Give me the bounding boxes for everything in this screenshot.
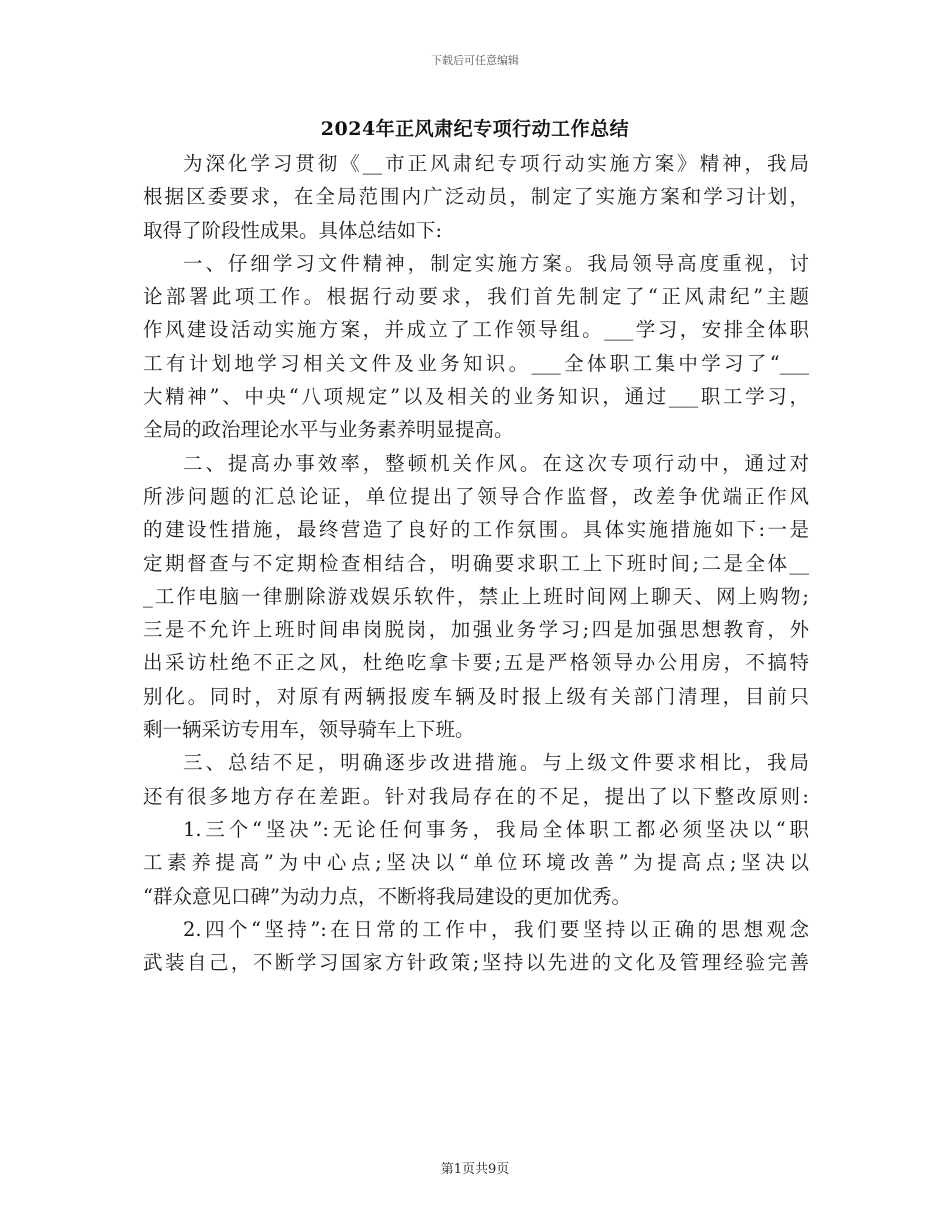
body-line: 取得了阶段性成果。具体总结如下: (143, 218, 443, 242)
body-line: 作风建设活动实施方案，并成立了工作领导组。___学习，安排全体职 (143, 318, 809, 342)
body-line: 工素养提高”为中心点;坚决以“单位环境改善”为提高点;坚决以 (143, 851, 809, 875)
page-header-note: 下载后可任意编辑 (431, 54, 519, 67)
body-line: 1.三个“坚决”:无论任何事务，我局全体职工都必须坚决以“职 (183, 817, 809, 841)
body-line: 出采访杜绝不正之风，杜绝吃拿卡要;五是严格领导办公用房，不搞特 (143, 651, 809, 675)
body-line: 所涉问题的汇总论证，单位提出了领导合作监督，改差争优端正作风 (143, 484, 809, 508)
body-line: 三、总结不足，明确逐步改进措施。与上级文件要求相比，我局 (183, 751, 809, 775)
body-line: 三是不允许上班时间串岗脱岗，加强业务学习;四是加强思想教育，外 (143, 618, 809, 642)
body-line: 为深化学习贯彻《__市正风肃纪专项行动实施方案》精神，我局 (183, 152, 809, 175)
body-line: 武装自己，不断学习国家方针政策;坚持以先进的文化及管理经验完善 (143, 951, 809, 975)
body-line: 全局的政治理论水平与业务素养明显提高。 (143, 418, 514, 442)
page-number: 第1页共9页 (440, 1162, 510, 1177)
document-body (143, 147, 809, 979)
body-line: _工作电脑一律删除游戏娱乐软件，禁止上班时间网上聊天、网上购物; (143, 584, 809, 608)
body-line: 2.四个“坚持”:在日常的工作中，我们要坚持以正确的思想观念 (183, 917, 809, 941)
body-line: 还有很多地方存在差距。针对我局存在的不足，提出了以下整改原则: (143, 784, 809, 808)
body-line: 的建设性措施，最终营造了良好的工作氛围。具体实施措施如下:一是 (143, 518, 809, 542)
body-line: 剩一辆采访专用车，领导骑车上下班。 (143, 718, 475, 742)
body-line: 论部署此项工作。根据行动要求，我们首先制定了“正风肃纪”主题 (143, 285, 809, 309)
body-line: 工有计划地学习相关文件及业务知识。___全体职工集中学习了“___ (143, 351, 809, 375)
document-title: 2024年正风肃纪专项行动工作总结 (320, 118, 630, 140)
body-line: “群众意见口碑”为动力点，不断将我局建设的更加优秀。 (143, 884, 631, 908)
body-line: 二、提高办事效率，整顿机关作风。在这次专项行动中，通过对 (183, 451, 809, 475)
body-line: 定期督查与不定期检查相结合，明确要求职工上下班时间;二是全体__ (143, 551, 809, 575)
body-line: 一、仔细学习文件精神，制定实施方案。我局领导高度重视，讨 (183, 251, 809, 275)
body-line: 别化。同时，对原有两辆报废车辆及时报上级有关部门清理，目前只 (143, 684, 809, 708)
body-line: 大精神”、中央“八项规定”以及相关的业务知识，通过___职工学习， (143, 385, 809, 409)
body-line: 根据区委要求，在全局范围内广泛动员，制定了实施方案和学习计划， (143, 185, 809, 209)
